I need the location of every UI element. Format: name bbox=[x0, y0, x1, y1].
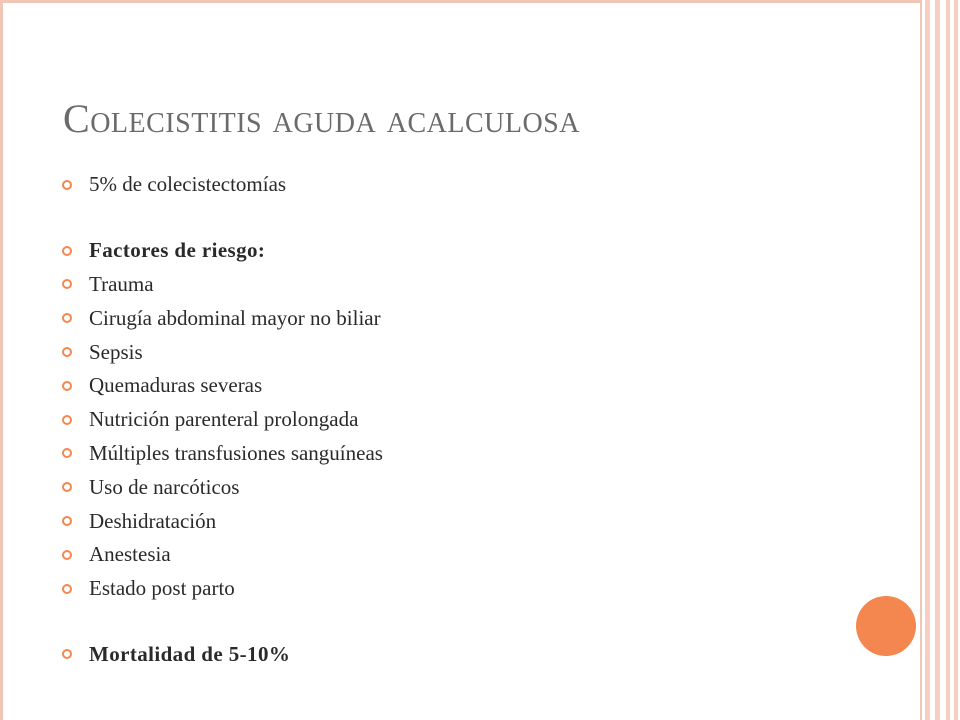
bullet-text: Anestesia bbox=[89, 542, 171, 567]
bullet-text: Quemaduras severas bbox=[89, 373, 263, 398]
bullet-item bbox=[62, 470, 383, 504]
bullet-text: Mortalidad de 5-10% bbox=[89, 641, 291, 666]
bullet-item bbox=[62, 638, 383, 672]
bullet-item bbox=[62, 369, 383, 403]
hollow-circle-bullet-icon bbox=[62, 246, 72, 256]
hollow-circle-bullet-icon bbox=[62, 313, 72, 323]
bullet-item bbox=[62, 168, 383, 202]
bullet-text: Trauma bbox=[89, 271, 154, 296]
title-rest: olecistitis aguda acalculosa bbox=[90, 96, 580, 141]
bullet-item bbox=[62, 538, 383, 572]
decorative-stripes bbox=[922, 0, 960, 720]
title-initial: C bbox=[63, 96, 91, 141]
bullet-list bbox=[62, 168, 383, 671]
bullet-text: 5% de colecistectomías bbox=[89, 172, 287, 197]
hollow-circle-bullet-icon bbox=[62, 550, 72, 560]
bullet-item bbox=[62, 572, 383, 606]
bullet-item bbox=[62, 437, 383, 471]
bullet-text: Sepsis bbox=[89, 339, 143, 364]
bullet-item bbox=[62, 268, 383, 302]
hollow-circle-bullet-icon bbox=[62, 180, 72, 190]
bullet-text: Nutrición parenteral prolongada bbox=[89, 407, 359, 432]
bullet-item bbox=[62, 234, 383, 268]
orange-circle-decoration bbox=[856, 596, 916, 656]
bullet-item bbox=[62, 301, 383, 335]
hollow-circle-bullet-icon bbox=[62, 415, 72, 425]
hollow-circle-bullet-icon bbox=[62, 584, 72, 594]
bullet-text: Estado post parto bbox=[89, 576, 235, 601]
hollow-circle-bullet-icon bbox=[62, 347, 72, 357]
hollow-circle-bullet-icon bbox=[62, 381, 72, 391]
bullet-item bbox=[62, 504, 383, 538]
hollow-circle-bullet-icon bbox=[62, 448, 72, 458]
stripe bbox=[935, 0, 940, 720]
stripe bbox=[946, 0, 950, 720]
bullet-text: Cirugía abdominal mayor no biliar bbox=[89, 305, 381, 330]
hollow-circle-bullet-icon bbox=[62, 482, 72, 492]
hollow-circle-bullet-icon bbox=[62, 279, 72, 289]
stripe bbox=[954, 0, 958, 720]
bullet-item bbox=[62, 403, 383, 437]
stripe bbox=[925, 0, 930, 720]
bullet-item bbox=[62, 335, 383, 369]
hollow-circle-bullet-icon bbox=[62, 649, 72, 659]
bullet-text: Factores de riesgo: bbox=[89, 238, 266, 263]
hollow-circle-bullet-icon bbox=[62, 516, 72, 526]
slide-title bbox=[63, 95, 580, 142]
bullet-text: Uso de narcóticos bbox=[89, 474, 240, 499]
bullet-text: Múltiples transfusiones sanguíneas bbox=[89, 440, 383, 465]
bullet-text: Deshidratación bbox=[89, 508, 217, 533]
